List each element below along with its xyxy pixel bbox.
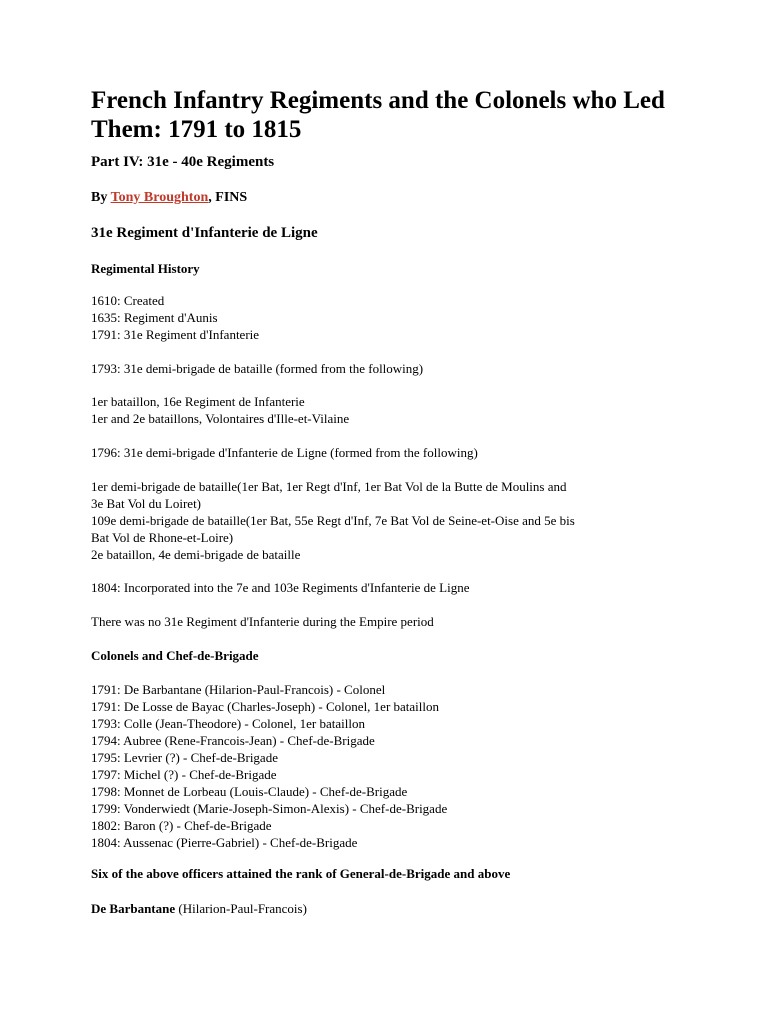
- list-item: 1802: Baron (?) - Chef-de-Brigade: [91, 818, 272, 833]
- text-line: 1804: Incorporated into the 7e and 103e Regiments d'Infanterie de Ligne: [91, 580, 470, 595]
- byline: [91, 190, 247, 206]
- list-item: 1795: Levrier (?) - Chef-de-Brigade: [91, 750, 278, 765]
- text-line: 1er bataillon, 16e Regiment de Infanterie: [91, 394, 305, 409]
- text-line: 1610: Created: [91, 293, 165, 308]
- list-item: 1793: Colle (Jean-Theodore) - Colonel, 1er bataillon: [91, 716, 366, 731]
- history-block-5: [91, 478, 575, 563]
- list-item: 1799: Vonderwiedt (Marie-Joseph-Simon-Alexis) - Chef-de-Brigade: [91, 801, 448, 816]
- officer-entry: [91, 900, 307, 917]
- history-heading: Regimental History: [91, 261, 200, 276]
- history-block-7: [91, 613, 434, 630]
- list-item: 1791: De Barbantane (Hilarion-Paul-Francois) - Colonel: [91, 682, 386, 697]
- text-line: 1796: 31e demi-brigade d'Infanterie de Ligne (formed from the following): [91, 445, 478, 460]
- text-line: There was no 31e Regiment d'Infanterie during the Empire period: [91, 614, 434, 629]
- text-line: 1635: Regiment d'Aunis: [91, 310, 218, 325]
- text-line: 3e Bat Vol du Loiret): [91, 496, 202, 511]
- generals-note: Six of the above officers attained the rank of General-de-Brigade and above: [91, 866, 511, 881]
- text-line: 1er demi-brigade de bataille(1er Bat, 1er Regt d'Inf, 1er Bat Vol de la Butte de Moulins and: [91, 479, 567, 494]
- officer-name: De Barbantane: [91, 901, 176, 916]
- officer-given-names: (Hilarion-Paul-Francois): [175, 901, 307, 916]
- colonels-list: [91, 681, 447, 851]
- text-line: 109e demi-brigade de bataille(1er Bat, 55e Regt d'Inf, 7e Bat Vol de Seine-et-Oise and 5e bis: [91, 513, 575, 528]
- list-item: 1794: Aubree (Rene-Francois-Jean) - Chef-de-Brigade: [91, 733, 375, 748]
- history-block-3: [91, 393, 349, 427]
- list-item: 1797: Michel (?) - Chef-de-Brigade: [91, 767, 277, 782]
- document-title: French Infantry Regiments and the Colonels who Led Them: 1791 to 1815: [91, 87, 665, 143]
- text-line: 1793: 31e demi-brigade de bataille (formed from the following): [91, 361, 424, 376]
- part-heading: Part IV: 31e - 40e Regiments: [91, 154, 275, 170]
- text-line: 2e bataillon, 4e demi-brigade de bataille: [91, 547, 301, 562]
- list-item: 1791: De Losse de Bayac (Charles-Joseph) - Colonel, 1er bataillon: [91, 699, 440, 714]
- text-line: 1791: 31e Regiment d'Infanterie: [91, 327, 260, 342]
- byline-prefix: By: [91, 190, 111, 205]
- byline-suffix: , FINS: [208, 190, 248, 205]
- colonels-heading: Colonels and Chef-de-Brigade: [91, 648, 259, 663]
- history-block-4: [91, 444, 478, 461]
- text-line: Bat Vol de Rhone-et-Loire): [91, 530, 234, 545]
- author-link[interactable]: Tony Broughton: [110, 190, 209, 205]
- history-block-2: [91, 360, 423, 377]
- history-block-1: [91, 292, 259, 343]
- history-block-6: [91, 579, 470, 596]
- list-item: 1804: Aussenac (Pierre-Gabriel) - Chef-de-Brigade: [91, 835, 358, 850]
- text-line: 1er and 2e bataillons, Volontaires d'Ille-et-Vilaine: [91, 411, 350, 426]
- regiment-heading: 31e Regiment d'Infanterie de Ligne: [91, 225, 318, 241]
- list-item: 1798: Monnet de Lorbeau (Louis-Claude) - Chef-de-Brigade: [91, 784, 408, 799]
